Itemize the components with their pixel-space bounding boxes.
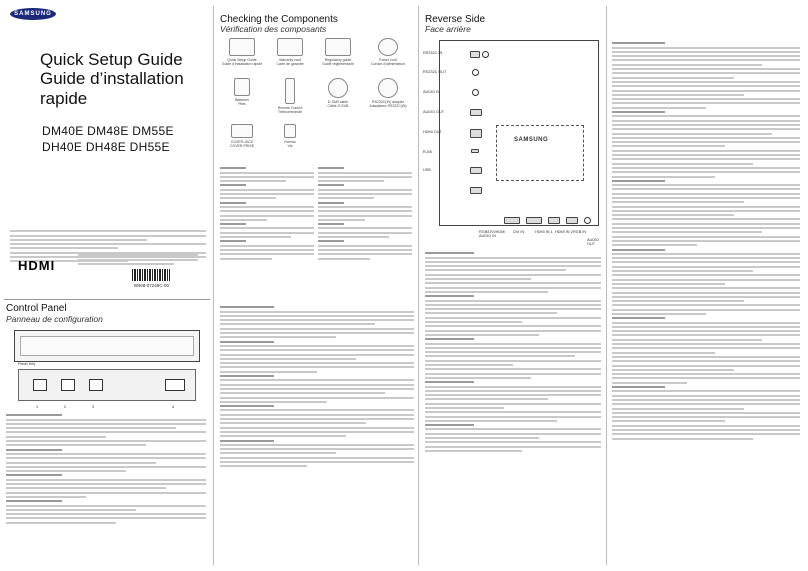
panel-button-4 — [165, 379, 185, 391]
reverse-side-text — [425, 250, 601, 454]
rgb-in-port — [504, 217, 520, 224]
adapter-icon — [378, 78, 398, 98]
power-cord-icon — [378, 38, 398, 56]
left-port-label: HDMI OUT — [423, 130, 442, 134]
port-group — [470, 187, 482, 194]
reverse-side-title: Reverse Side — [425, 14, 486, 25]
control-panel-title: Control Panel — [6, 303, 67, 314]
component-name-fr: Adaptateur RS232C(IN) — [369, 104, 407, 108]
panel-button-2 — [61, 379, 75, 391]
component-batteries — [220, 78, 264, 106]
component-name-fr: Câble D-SUB — [327, 104, 349, 108]
cover-jack-icon — [231, 124, 253, 138]
part-code: BN68-07249C-00 — [134, 283, 170, 288]
control-panel-text-en — [6, 412, 206, 526]
component-name: Remote Control — [277, 106, 303, 110]
bottom-port-label: DVI IN — [513, 230, 525, 234]
port-connector-icon — [482, 51, 489, 58]
logo-text: SAMSUNG — [14, 11, 52, 17]
hdmi-in-1-port — [548, 217, 560, 224]
bottom-port-label: RGB/DVI/HDMI AUDIO IN — [479, 230, 506, 238]
cover-title-en: Quick Setup Guide — [40, 50, 183, 69]
battery-icon — [234, 78, 250, 96]
reverse-side-subtitle: Face arrière — [425, 24, 471, 34]
control-panel-section — [0, 0, 213, 571]
bottom-port-label: RGB IN — [573, 230, 587, 234]
rj45-port — [470, 129, 482, 138]
hdmi-in-2-port — [566, 217, 578, 224]
panel-key-label: Panel Key — [18, 362, 36, 366]
callout-2: 2 — [64, 405, 67, 409]
component-dsub — [316, 78, 360, 108]
left-port-label: AUDIO IN — [423, 90, 440, 94]
guide-icon — [229, 38, 255, 56]
column-rule-3 — [606, 6, 607, 565]
component-name: Regulatory guide — [324, 58, 352, 62]
component-name: D-SUB cable — [327, 100, 349, 104]
component-name: COVER-JACK — [230, 140, 254, 144]
component-warranty — [268, 38, 312, 66]
multilingual-text — [612, 40, 800, 442]
panel-button-3 — [89, 379, 103, 391]
left-port-label: RS232C OUT — [423, 70, 447, 74]
component-remote — [268, 78, 312, 114]
card-icon — [277, 38, 303, 56]
checking-title: Checking the Components — [220, 14, 338, 25]
component-name-fr: Piles — [238, 102, 246, 106]
component-cover-jack — [220, 124, 264, 148]
panel-key-text — [220, 304, 414, 470]
remote-icon — [285, 78, 295, 104]
component-name: Quick Setup Guide — [227, 58, 257, 62]
audio-out-jack-icon — [584, 217, 591, 224]
control-panel-subtitle: Panneau de configuration — [6, 314, 103, 324]
component-regulatory — [316, 38, 360, 66]
component-quick-guide — [220, 38, 264, 66]
cover-title-fr: Guide d’installation rapide — [40, 69, 184, 108]
component-rs232c — [364, 78, 412, 108]
component-name-fr: Guide réglementaire — [322, 62, 354, 66]
hdmi-out-port — [470, 109, 482, 116]
control-panel-monitor-illustration — [14, 330, 200, 362]
left-port-label: USB — [423, 168, 431, 172]
checking-column — [214, 0, 418, 571]
cable-icon — [328, 78, 348, 98]
left-port-label: AUDIO OUT — [423, 110, 445, 114]
panel-button-1 — [33, 379, 47, 391]
component-name-fr: Vis — [287, 144, 293, 148]
left-port-label: RS232C IN — [423, 51, 443, 55]
multilingual-column — [608, 0, 804, 571]
models-line-2: DH40E DH48E DH55E — [42, 140, 170, 154]
component-name: RS232C(IN) adapter — [372, 100, 404, 104]
component-name: Batteries — [235, 98, 249, 102]
left-port-label: RJ45 — [423, 150, 432, 154]
booklet-icon — [325, 38, 351, 56]
models-line-1: DM40E DM48E DM55E — [42, 124, 174, 138]
checking-text-right — [318, 165, 412, 262]
rear-panel-illustration — [439, 40, 599, 226]
rear-brand: SAMSUNG — [514, 137, 549, 143]
component-power-cord — [364, 38, 412, 66]
screw-icon — [284, 124, 296, 138]
dashed-callout-box — [496, 125, 584, 181]
dvi-in-port — [526, 217, 542, 224]
checking-text-left — [220, 165, 314, 262]
port-group — [470, 167, 482, 174]
component-name-fr: Guide d’installation rapide — [221, 62, 263, 66]
component-name: Power cord — [379, 58, 397, 62]
audio-jack-icon — [472, 89, 479, 96]
component-name-fr: COVER-PRISE — [229, 144, 255, 148]
component-name-fr: Carte de garantie — [276, 62, 304, 66]
bottom-port-label: AUDIO OUT — [587, 238, 600, 246]
bottom-port-label: HDMI IN 1 — [535, 230, 553, 234]
bottom-port-label: HDMI IN 2 — [555, 230, 573, 234]
callout-4: 4 — [172, 405, 175, 409]
reverse-side-column — [419, 0, 605, 571]
callout-1: 1 — [36, 405, 39, 409]
component-name: Screws — [284, 140, 296, 144]
component-screws — [268, 124, 312, 148]
component-name-fr: Cordon d’alimentation — [370, 62, 406, 66]
component-name-fr: Télécommande — [277, 110, 303, 114]
checking-subtitle: Vérification des composants — [220, 24, 327, 34]
panel-key-diagram — [18, 369, 196, 401]
hdmi-logo: HDMI — [18, 258, 56, 273]
component-name: Warranty card — [279, 58, 301, 62]
callout-3: 3 — [92, 405, 95, 409]
rs232c-in-port — [470, 51, 480, 58]
audio-jack-icon — [472, 69, 479, 76]
usb-port — [471, 149, 479, 153]
